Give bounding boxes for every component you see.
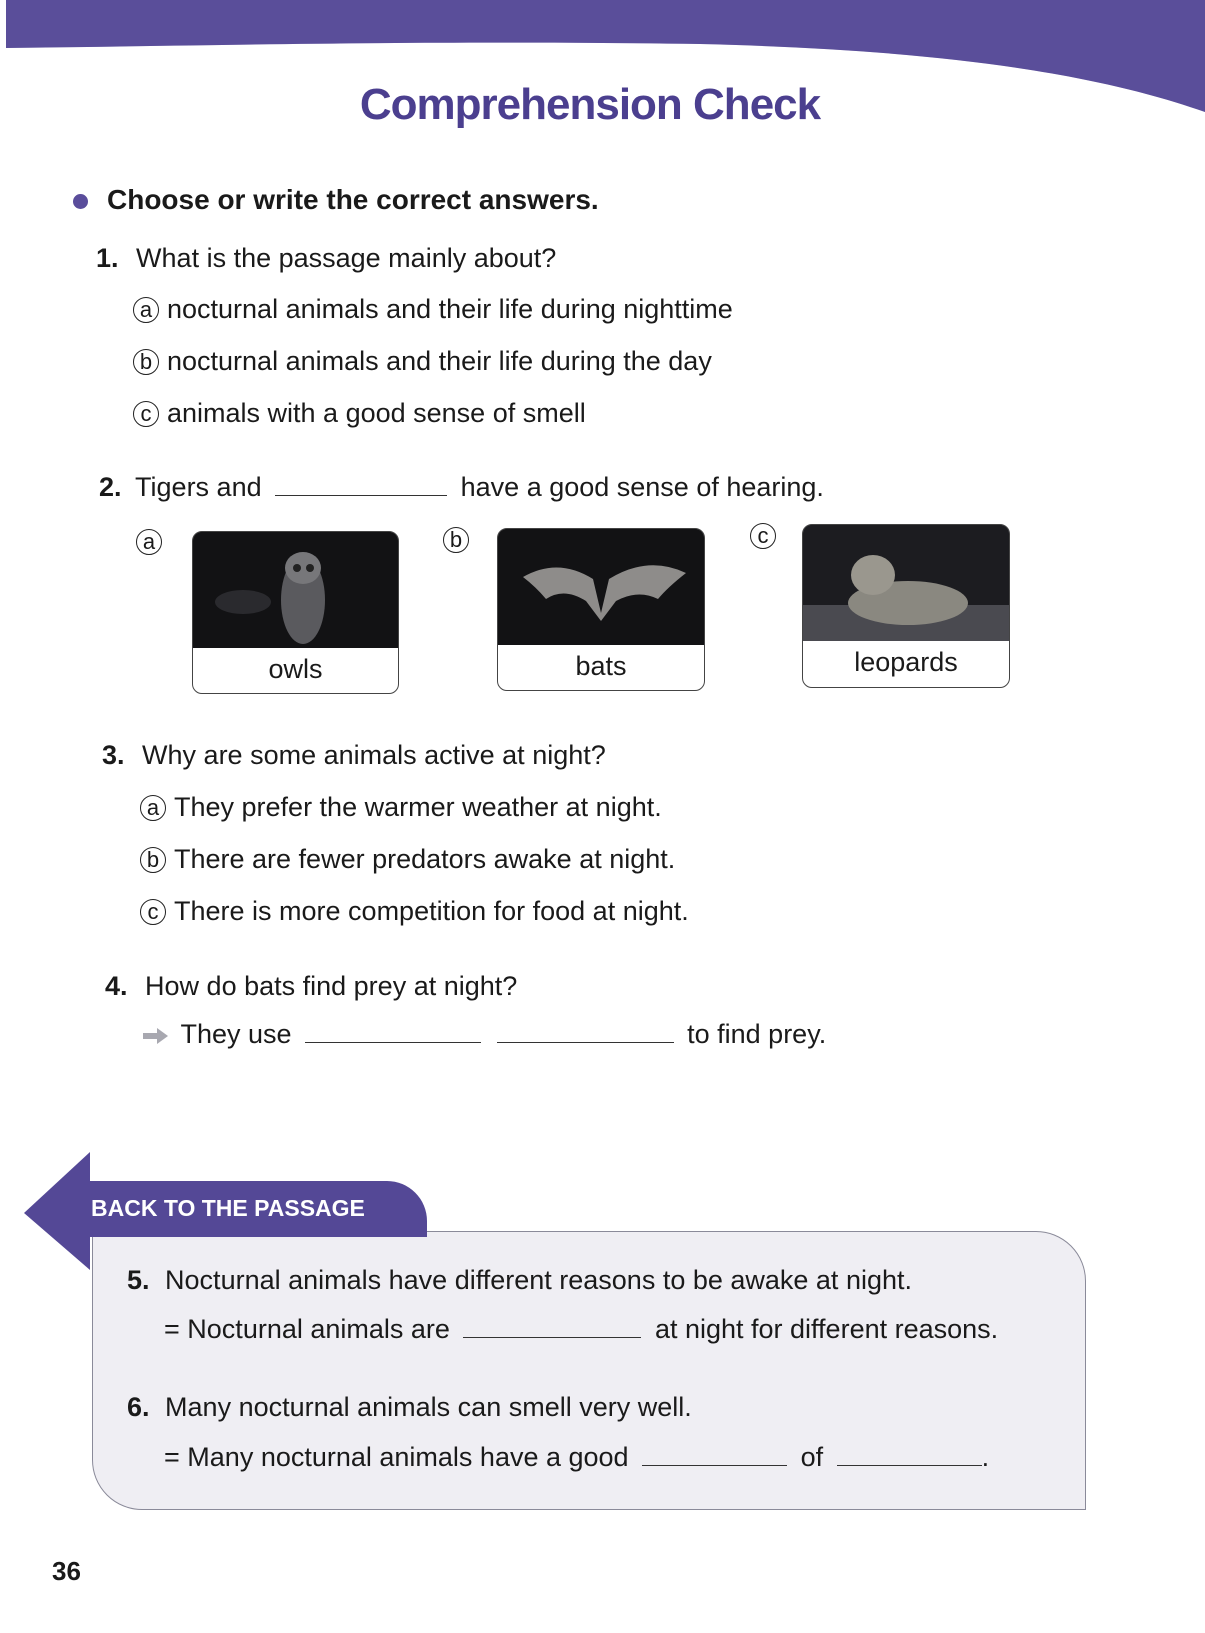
question-3: [102, 740, 606, 771]
question-2: [99, 472, 824, 503]
question-number: 3.: [102, 740, 125, 770]
question-text: What is the passage mainly about?: [136, 243, 557, 273]
answer-blank-1[interactable]: [305, 1041, 481, 1043]
question-1: [96, 243, 556, 274]
q2-option-owls[interactable]: [192, 531, 399, 694]
back-to-passage-label: BACK TO THE PASSAGE: [91, 1195, 365, 1221]
bullet-icon: [73, 194, 88, 209]
question-text: Nocturnal animals have different reasons to be awake at night.: [165, 1265, 912, 1295]
question-text-before: Tigers and: [135, 472, 262, 502]
option-letter: b: [133, 349, 159, 375]
question-number: 5.: [127, 1265, 150, 1295]
option-text: There are fewer predators awake at night.: [174, 844, 676, 874]
option-letter: a: [140, 795, 166, 821]
q4-answer-line: [143, 1019, 826, 1050]
page-number: 36: [52, 1556, 81, 1586]
option-text: nocturnal animals and their life during nighttime: [167, 294, 733, 324]
arrow-right-icon: [143, 1027, 169, 1045]
option-letter[interactable]: b: [443, 527, 469, 553]
option-letter[interactable]: a: [136, 529, 162, 555]
option-label: owls: [268, 654, 323, 684]
option-text: There is more competition for food at night.: [174, 896, 689, 926]
answer-text-before: They use: [180, 1019, 292, 1049]
question-number: 2.: [99, 472, 122, 502]
answer-text-middle: of: [800, 1442, 824, 1472]
q1-option-a[interactable]: [133, 294, 733, 325]
q2-option-leopards[interactable]: [802, 524, 1010, 688]
option-label: leopards: [854, 647, 958, 677]
bat-image: [498, 529, 704, 645]
q3-option-a[interactable]: [140, 792, 662, 823]
answer-blank-2[interactable]: [497, 1041, 674, 1043]
answer-text-before: Nocturnal animals are: [187, 1314, 450, 1344]
q1-option-c[interactable]: [133, 398, 586, 429]
question-number: 1.: [96, 243, 119, 273]
option-letter: b: [140, 847, 166, 873]
q3-option-b[interactable]: [140, 844, 675, 875]
question-5: [127, 1265, 912, 1296]
option-letter[interactable]: c: [750, 523, 776, 549]
answer-text-after: to find prey.: [687, 1019, 827, 1049]
q5-answer-line: [164, 1314, 998, 1345]
question-text: Why are some animals active at night?: [142, 740, 606, 770]
answer-blank-1[interactable]: [642, 1464, 787, 1466]
q2-option-bats[interactable]: [497, 528, 705, 691]
question-6: [127, 1392, 692, 1423]
answer-text-after: at night for different reasons.: [654, 1314, 999, 1344]
equals-sign: =: [164, 1442, 180, 1472]
instruction: Choose or write the correct answers.: [107, 184, 599, 215]
equals-sign: =: [164, 1314, 180, 1344]
answer-blank-2[interactable]: [837, 1464, 982, 1466]
answer-text-before: Many nocturnal animals have a good: [187, 1442, 629, 1472]
owl-image: [193, 532, 398, 648]
back-arrow-icon: [24, 1152, 94, 1272]
answer-blank[interactable]: [275, 494, 447, 496]
option-text: animals with a good sense of smell: [167, 398, 586, 428]
q3-option-c[interactable]: [140, 896, 689, 927]
option-letter: c: [140, 899, 166, 925]
answer-text-end: .: [981, 1442, 990, 1472]
q6-answer-line: [164, 1442, 989, 1473]
option-label: bats: [575, 651, 627, 681]
answer-blank[interactable]: [463, 1336, 641, 1338]
option-text: nocturnal animals and their life during the day: [167, 346, 712, 376]
question-number: 4.: [105, 971, 128, 1001]
leopard-image: [803, 525, 1009, 641]
question-text: Many nocturnal animals can smell very well.: [165, 1392, 692, 1422]
question-number: 6.: [127, 1392, 150, 1422]
question-text-after: have a good sense of hearing.: [460, 472, 824, 502]
option-letter: c: [133, 401, 159, 427]
question-4: [105, 971, 517, 1002]
page-title: Comprehension Check: [359, 80, 821, 129]
option-text: They prefer the warmer weather at night.: [174, 792, 662, 822]
q1-option-b[interactable]: [133, 346, 712, 377]
question-text: How do bats find prey at night?: [145, 971, 518, 1001]
option-letter: a: [133, 297, 159, 323]
